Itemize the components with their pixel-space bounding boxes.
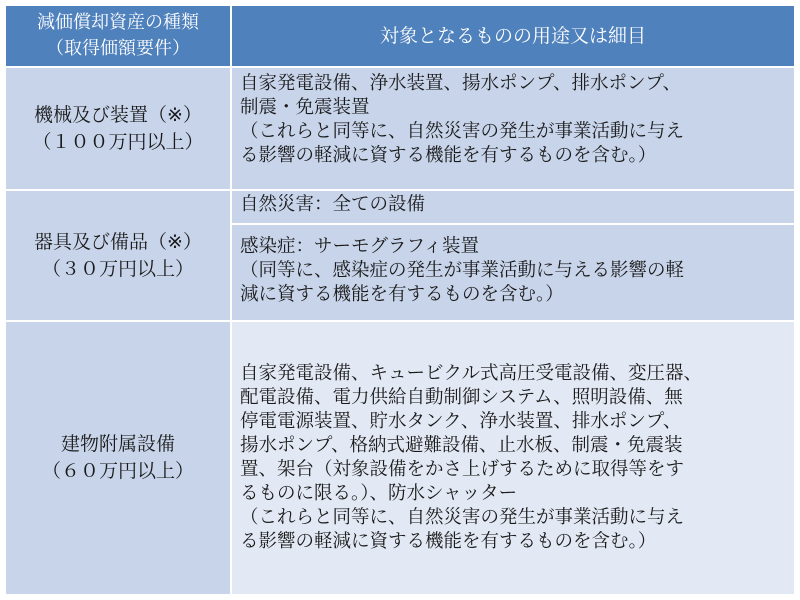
category-machinery-name: 機械及び装置（※）: [34, 103, 202, 126]
description-building: [231, 321, 795, 595]
description-line: 自家発電設備、浄水装置、揚水ポンプ、排水ポンプ、: [240, 73, 682, 94]
description-line: （同等に、感染症の発生が事業活動に与える影響の軽: [240, 260, 685, 281]
category-building: [5, 321, 231, 595]
table-header-row: [5, 5, 795, 67]
category-equipment-name: 器具及び備品（※）: [34, 230, 202, 253]
table-row-building: [5, 321, 795, 595]
category-machinery-threshold: （１００万円以上）: [32, 130, 204, 153]
description-line: 自家発電設備、キュービクル式高圧受電設備、変圧器、: [240, 363, 702, 384]
category-equipment-threshold: （３０万円以上）: [41, 257, 194, 280]
description-line: （これらと同等に、自然災害の発生が事業活動に与え: [240, 121, 685, 142]
category-building-name: 建物附属設備: [60, 433, 175, 455]
description-line: 揚水ポンプ、格納式避難設備、止水板、制震・免震装: [240, 435, 683, 456]
table-row-machinery: [5, 67, 795, 190]
category-building-threshold: （６０万円以上）: [41, 460, 194, 482]
description-equipment-infection: [231, 224, 795, 321]
table-row-equipment-a: [5, 190, 795, 224]
header-purpose: 対象となるものの用途又は細目: [231, 5, 795, 67]
description-line: （これらと同等に、自然災害の発生が事業活動に与え: [240, 507, 685, 528]
description-line: 置、架台（対象設備をかさ上げするために取得等をす: [240, 459, 685, 480]
description-equipment-disaster: [231, 190, 795, 224]
description-line: 感染症：サーモグラフィ装置: [240, 236, 480, 257]
description-line: 減に資する機能を有するものを含む。）: [240, 284, 564, 305]
description-line: 配電設備、電力供給自動制御システム、照明設備、無: [240, 387, 683, 408]
asset-table: [4, 4, 796, 596]
description-line: 自然災害：全ての設備: [240, 194, 426, 215]
description-line: るものに限る。）、防水シャッター: [240, 483, 518, 504]
description-machinery: [231, 67, 795, 190]
header-asset-type-line1: 減価償却資産の種類: [37, 12, 199, 33]
header-asset-type-line2: （取得価額要件）: [46, 38, 190, 59]
description-line: 制震・免震装置: [240, 97, 370, 118]
description-line: る影響の軽減に資する機能を有するものを含む。）: [240, 145, 657, 166]
description-line: 停電電源装置、貯水タンク、浄水装置、排水ポンプ、: [240, 411, 682, 432]
description-line: る影響の軽減に資する機能を有するものを含む。）: [240, 531, 657, 552]
header-asset-type: [5, 5, 231, 67]
category-machinery: [5, 67, 231, 190]
category-equipment: [5, 190, 231, 321]
